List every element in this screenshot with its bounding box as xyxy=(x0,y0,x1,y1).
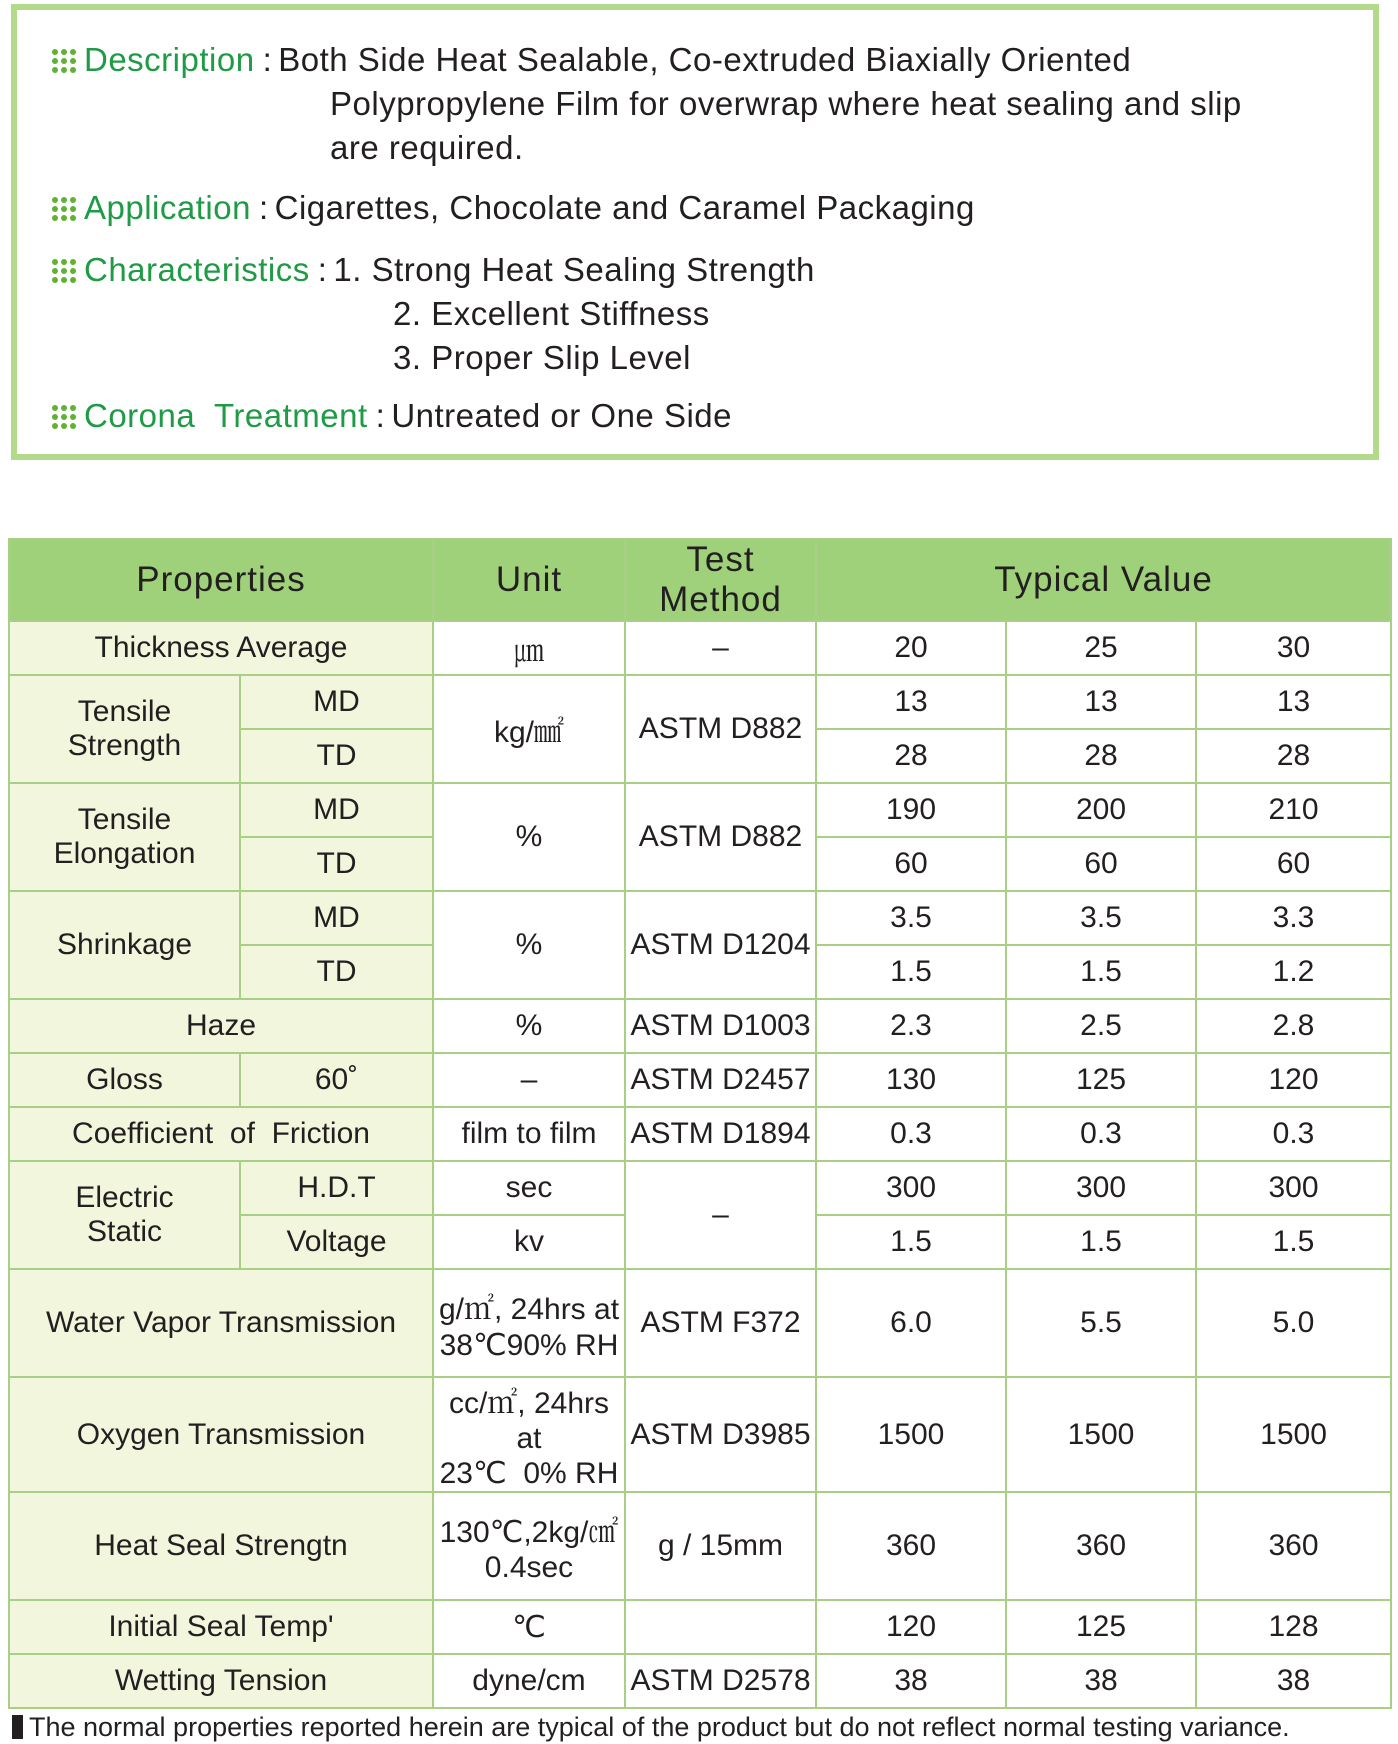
characteristic-1: 1. Strong Heat Sealing Strength xyxy=(333,251,815,288)
value-cell: 6.0 xyxy=(816,1269,1006,1377)
value-cell: 120 xyxy=(816,1600,1006,1654)
header-test-method: Test Method xyxy=(625,539,816,621)
application-value: Cigarettes, Chocolate and Caramel Packaging xyxy=(274,189,975,226)
description-row xyxy=(52,38,1131,82)
value-cell: 28 xyxy=(1196,729,1391,783)
value-cell: 300 xyxy=(816,1161,1006,1215)
prop-label: Oxygen Transmission xyxy=(9,1377,433,1492)
prop-label: Water Vapor Transmission xyxy=(9,1269,433,1377)
value-cell: 13 xyxy=(816,675,1006,729)
value-cell: 200 xyxy=(1006,783,1196,837)
properties-table xyxy=(8,538,1392,1709)
value-cell: 38 xyxy=(1196,1654,1391,1708)
method-cell: ASTM D882 xyxy=(625,783,816,891)
table-header-row xyxy=(9,539,1391,621)
table-row xyxy=(9,621,1391,675)
value-cell: 1.5 xyxy=(816,945,1006,999)
value-cell: 2.3 xyxy=(816,999,1006,1053)
prop-label: Gloss xyxy=(9,1053,240,1107)
description-line-2: Polypropylene Film for overwrap where heat sealing and slip xyxy=(330,85,1242,122)
prop-label-line: Elongation xyxy=(53,837,196,870)
corona-key: Corona Treatment xyxy=(84,397,368,434)
unit-cell: % xyxy=(433,999,625,1053)
value-cell: 190 xyxy=(816,783,1006,837)
prop-label xyxy=(9,675,240,783)
value-cell: 1.2 xyxy=(1196,945,1391,999)
sub-label: 60˚ xyxy=(240,1053,433,1107)
value-cell: 300 xyxy=(1196,1161,1391,1215)
value-cell: 5.5 xyxy=(1006,1269,1196,1377)
value-cell: 3.5 xyxy=(1006,891,1196,945)
description-line-1: Both Side Heat Sealable, Co-extruded Biaxially Oriented xyxy=(278,41,1132,78)
colon: : xyxy=(375,397,386,434)
value-cell: 30 xyxy=(1196,621,1391,675)
characteristics-row xyxy=(52,248,815,292)
method-cell: – xyxy=(625,621,816,675)
table-row xyxy=(9,1654,1391,1708)
value-cell: 1500 xyxy=(816,1377,1006,1492)
value-cell: 2.5 xyxy=(1006,999,1196,1053)
corona-row xyxy=(52,394,732,438)
application-key: Application xyxy=(84,189,251,226)
value-cell: 0.3 xyxy=(1006,1107,1196,1161)
unit-cell xyxy=(433,1269,625,1377)
description-key: Description xyxy=(84,41,255,78)
value-cell: 360 xyxy=(1196,1492,1391,1600)
table-row xyxy=(9,675,1391,729)
value-cell: 300 xyxy=(1006,1161,1196,1215)
method-cell: ASTM F372 xyxy=(625,1269,816,1377)
header-properties: Properties xyxy=(9,539,433,621)
value-cell: 60 xyxy=(816,837,1006,891)
prop-label xyxy=(9,1161,240,1269)
value-cell: 3.3 xyxy=(1196,891,1391,945)
table-row xyxy=(9,1053,1391,1107)
characteristics-key: Characteristics xyxy=(84,251,310,288)
value-cell: 125 xyxy=(1006,1053,1196,1107)
sub-label: H.D.T xyxy=(240,1161,433,1215)
method-cell: ASTM D1894 xyxy=(625,1107,816,1161)
prop-label: Shrinkage xyxy=(9,891,240,999)
unit-cell: – xyxy=(433,1053,625,1107)
unit-line: 38℃90% RH xyxy=(439,1328,619,1362)
value-cell: 38 xyxy=(1006,1654,1196,1708)
prop-label-line: Static xyxy=(86,1215,163,1248)
prop-label-line: Electric xyxy=(75,1181,174,1214)
method-cell: ASTM D1204 xyxy=(625,891,816,999)
value-cell: 60 xyxy=(1196,837,1391,891)
method-cell xyxy=(625,1600,816,1654)
method-cell: ASTM D1003 xyxy=(625,999,816,1053)
value-cell: 1.5 xyxy=(816,1215,1006,1269)
prop-label-line: Strength xyxy=(67,729,182,762)
prop-label: Wetting Tension xyxy=(9,1654,433,1708)
sub-label: TD xyxy=(240,837,433,891)
prop-label-line: Tensile xyxy=(77,803,172,836)
footnote-text: The normal properties reported herein are typical of the product but do not reflect normal testing variance. xyxy=(29,1712,1290,1742)
table-row xyxy=(9,1492,1391,1600)
method-cell: g / 15mm xyxy=(625,1492,816,1600)
application-row xyxy=(52,186,975,230)
table-row xyxy=(9,1161,1391,1215)
table-row xyxy=(9,1377,1391,1492)
table-row xyxy=(9,891,1391,945)
unit-cell: kg/㎟ xyxy=(433,675,625,783)
prop-label-line: Tensile xyxy=(77,695,172,728)
value-cell: 0.3 xyxy=(816,1107,1006,1161)
method-cell: ASTM D3985 xyxy=(625,1377,816,1492)
unit-line: g/㎡, 24hrs at xyxy=(438,1292,620,1326)
value-cell: 3.5 xyxy=(816,891,1006,945)
sub-label: MD xyxy=(240,783,433,837)
method-cell: ASTM D2578 xyxy=(625,1654,816,1708)
table-row xyxy=(9,1107,1391,1161)
value-cell: 28 xyxy=(816,729,1006,783)
method-cell: ASTM D2457 xyxy=(625,1053,816,1107)
sub-label: Voltage xyxy=(240,1215,433,1269)
prop-label xyxy=(9,783,240,891)
table-row xyxy=(9,999,1391,1053)
characteristic-3: 3. Proper Slip Level xyxy=(393,339,691,376)
unit-cell: % xyxy=(433,783,625,891)
method-cell: – xyxy=(625,1161,816,1269)
table-row xyxy=(9,1269,1391,1377)
square-bullet-icon xyxy=(12,1715,23,1739)
value-cell: 0.3 xyxy=(1196,1107,1391,1161)
unit-cell xyxy=(433,1492,625,1600)
unit-line: 0.4sec xyxy=(484,1551,574,1584)
colon: : xyxy=(262,41,273,78)
method-cell: ASTM D882 xyxy=(625,675,816,783)
unit-line: 130℃,2kg/㎠ xyxy=(439,1516,619,1549)
prop-label: Initial Seal Temp' xyxy=(9,1600,433,1654)
bullet-dots-icon xyxy=(52,49,76,73)
header-unit: Unit xyxy=(433,539,625,621)
value-cell: 25 xyxy=(1006,621,1196,675)
unit-cell xyxy=(433,1377,625,1492)
value-cell: 20 xyxy=(816,621,1006,675)
value-cell: 128 xyxy=(1196,1600,1391,1654)
value-cell: 360 xyxy=(816,1492,1006,1600)
characteristic-2: 2. Excellent Stiffness xyxy=(393,295,710,332)
unit-cell: ㎛ xyxy=(433,621,625,675)
table-row xyxy=(9,783,1391,837)
value-cell: 120 xyxy=(1196,1053,1391,1107)
value-cell: 210 xyxy=(1196,783,1391,837)
unit-cell: kv xyxy=(433,1215,625,1269)
value-cell: 1.5 xyxy=(1196,1215,1391,1269)
value-cell: 360 xyxy=(1006,1492,1196,1600)
value-cell: 38 xyxy=(816,1654,1006,1708)
prop-label: Thickness Average xyxy=(9,621,433,675)
footnote xyxy=(12,1712,1290,1743)
unit-line: cc/㎡, 24hrs at xyxy=(448,1387,610,1455)
unit-cell: sec xyxy=(433,1161,625,1215)
prop-label: Haze xyxy=(9,999,433,1053)
value-cell: 130 xyxy=(816,1053,1006,1107)
bullet-dots-icon xyxy=(52,405,76,429)
value-cell: 5.0 xyxy=(1196,1269,1391,1377)
corona-value: Untreated or One Side xyxy=(391,397,733,434)
unit-cell: dyne/cm xyxy=(433,1654,625,1708)
unit-cell: film to film xyxy=(433,1107,625,1161)
value-cell: 60 xyxy=(1006,837,1196,891)
sub-label: TD xyxy=(240,729,433,783)
bullet-dots-icon xyxy=(52,259,76,283)
bullet-dots-icon xyxy=(52,197,76,221)
description-line-3: are required. xyxy=(330,129,524,166)
value-cell: 2.8 xyxy=(1196,999,1391,1053)
header-typical-value: Typical Value xyxy=(816,539,1391,621)
value-cell: 1.5 xyxy=(1006,1215,1196,1269)
value-cell: 1.5 xyxy=(1006,945,1196,999)
value-cell: 1500 xyxy=(1196,1377,1391,1492)
unit-cell: % xyxy=(433,891,625,999)
table-row xyxy=(9,1600,1391,1654)
unit-cell: ℃ xyxy=(433,1600,625,1654)
unit-line: 23℃ 0% RH xyxy=(439,1457,619,1490)
value-cell: 125 xyxy=(1006,1600,1196,1654)
value-cell: 13 xyxy=(1006,675,1196,729)
sub-label: MD xyxy=(240,675,433,729)
value-cell: 28 xyxy=(1006,729,1196,783)
value-cell: 1500 xyxy=(1006,1377,1196,1492)
sub-label: MD xyxy=(240,891,433,945)
prop-label: Heat Seal Strengtn xyxy=(9,1492,433,1600)
colon: : xyxy=(258,189,269,226)
sub-label: TD xyxy=(240,945,433,999)
value-cell: 13 xyxy=(1196,675,1391,729)
colon: : xyxy=(317,251,328,288)
prop-label: Coefficient of Friction xyxy=(9,1107,433,1161)
